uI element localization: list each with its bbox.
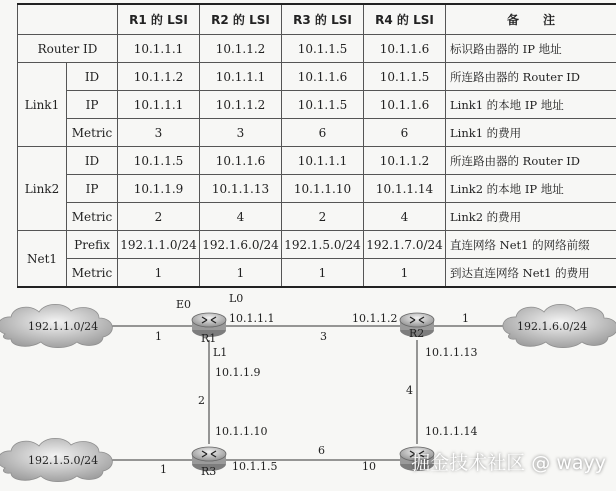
label-r2-left: 10.1.1.2 xyxy=(352,312,398,325)
cell-value: 10.1.1.2 xyxy=(364,147,446,175)
header-r2: R2 的 LSI xyxy=(200,4,282,35)
lsi-table xyxy=(17,3,616,288)
cell-note: Link2 的费用 xyxy=(446,203,616,231)
row-label: Metric xyxy=(67,119,118,147)
cloud-net-192-1-5-0 xyxy=(0,438,112,481)
router-r3 xyxy=(192,447,226,478)
cost-c3-r3: 1 xyxy=(160,463,167,476)
table-row xyxy=(18,231,616,259)
cell-value: 2 xyxy=(118,203,200,231)
row-label: Metric xyxy=(67,259,118,288)
label-l1: L1 xyxy=(213,346,228,359)
cell-value: 192.1.6.0/24 xyxy=(200,231,282,259)
group-label: Net1 xyxy=(18,231,67,288)
cell-value: 1 xyxy=(364,259,446,288)
cell-note: Link1 的费用 xyxy=(446,119,616,147)
cell-note: Link1 的本地 IP 地址 xyxy=(446,91,616,119)
group-label: Link1 xyxy=(18,63,67,147)
cell-value: 10.1.1.5 xyxy=(282,35,364,63)
cell-value: 192.1.7.0/24 xyxy=(364,231,446,259)
cost-r2-c2: 1 xyxy=(462,312,469,325)
router-label: R2 xyxy=(409,327,425,340)
row-label: Router ID xyxy=(18,35,118,63)
cell-value: 1 xyxy=(200,259,282,288)
watermark: 掘金技术社区 @ wayy xyxy=(411,452,606,474)
table-row xyxy=(18,63,616,91)
cloud-label: 192.1.5.0/24 xyxy=(28,454,99,467)
label-r1-bottom: 10.1.1.9 xyxy=(215,366,261,379)
cell-value: 1 xyxy=(282,259,364,288)
row-label: ID xyxy=(67,147,118,175)
header-note: 备 注 xyxy=(446,4,616,35)
cell-value: 4 xyxy=(200,203,282,231)
cell-value: 10.1.1.1 xyxy=(282,147,364,175)
cost-r3-r4: 6 xyxy=(318,444,325,457)
cell-value: 1 xyxy=(118,259,200,288)
row-label: Prefix xyxy=(67,231,118,259)
cell-value: 10.1.1.13 xyxy=(200,175,282,203)
cell-value: 6 xyxy=(282,119,364,147)
cost-r2-r4: 4 xyxy=(406,384,413,397)
cell-value: 10.1.1.6 xyxy=(364,91,446,119)
label-r1-top: 10.1.1.1 xyxy=(229,312,275,325)
router-label: R3 xyxy=(201,465,217,478)
cloud-net-192-1-6-0 xyxy=(503,304,616,347)
table-row xyxy=(18,147,616,175)
cell-value: 10.1.1.2 xyxy=(118,63,200,91)
cell-value: 192.1.5.0/24 xyxy=(282,231,364,259)
router-r2 xyxy=(400,313,434,340)
cell-value: 3 xyxy=(200,119,282,147)
header-r1: R1 的 LSI xyxy=(118,4,200,35)
table-row xyxy=(18,35,616,63)
header-r4: R4 的 LSI xyxy=(364,4,446,35)
label-r4-left: 10 xyxy=(362,460,376,473)
cell-value: 10.1.1.1 xyxy=(200,63,282,91)
header-blank xyxy=(18,4,118,35)
cell-value: 10.1.1.6 xyxy=(200,147,282,175)
row-label: ID xyxy=(67,63,118,91)
cell-note: 到达直连网络 Net1 的费用 xyxy=(446,259,616,288)
row-label: Metric xyxy=(67,203,118,231)
cloud-label: 192.1.1.0/24 xyxy=(28,320,99,333)
cell-value: 10.1.1.1 xyxy=(118,35,200,63)
table-row xyxy=(18,203,616,231)
cell-value: 10.1.1.14 xyxy=(364,175,446,203)
label-r3-right: 10.1.1.5 xyxy=(232,460,278,473)
cell-value: 2 xyxy=(282,203,364,231)
label-r4-top: 10.1.1.14 xyxy=(425,425,478,438)
cloud-label: 192.1.6.0/24 xyxy=(517,320,588,333)
cell-value: 10.1.1.9 xyxy=(118,175,200,203)
cell-value: 10.1.1.2 xyxy=(200,35,282,63)
cell-value: 10.1.1.10 xyxy=(282,175,364,203)
table-row xyxy=(18,259,616,288)
router-label: R1 xyxy=(201,332,217,345)
cell-value: 10.1.1.5 xyxy=(364,63,446,91)
cell-value: 10.1.1.5 xyxy=(118,147,200,175)
table-row xyxy=(18,91,616,119)
header-r3: R3 的 LSI xyxy=(282,4,364,35)
cell-value: 10.1.1.1 xyxy=(118,91,200,119)
label-r2-bottom: 10.1.1.13 xyxy=(425,346,478,359)
cell-value: 10.1.1.6 xyxy=(364,35,446,63)
table-header-row xyxy=(18,4,616,35)
label-l0: L0 xyxy=(229,292,244,305)
cost-c1-r1: 1 xyxy=(155,330,162,343)
label-r3-top: 10.1.1.10 xyxy=(215,425,268,438)
cell-note: 所连路由器的 Router ID xyxy=(446,63,616,91)
cell-note: 所连路由器的 Router ID xyxy=(446,147,616,175)
row-label: IP xyxy=(67,91,118,119)
cell-value: 10.1.1.2 xyxy=(200,91,282,119)
row-label: IP xyxy=(67,175,118,203)
cell-value: 6 xyxy=(364,119,446,147)
table-row xyxy=(18,175,616,203)
cell-value: 4 xyxy=(364,203,446,231)
cell-value: 192.1.1.0/24 xyxy=(118,231,200,259)
cell-value: 3 xyxy=(118,119,200,147)
table-row xyxy=(18,119,616,147)
cell-value: 10.1.1.5 xyxy=(282,91,364,119)
cloud-net-192-1-1-0 xyxy=(0,304,112,347)
cell-note: 直连网络 Net1 的网络前缀 xyxy=(446,231,616,259)
router-r1 xyxy=(192,313,226,345)
cell-note: 标识路由器的 IP 地址 xyxy=(446,35,616,63)
group-label: Link2 xyxy=(18,147,67,231)
cell-value: 10.1.1.6 xyxy=(282,63,364,91)
cost-r1-r2: 3 xyxy=(320,330,327,343)
label-e0: E0 xyxy=(176,298,192,311)
cell-note: Link2 的本地 IP 地址 xyxy=(446,175,616,203)
cost-r1-r3: 2 xyxy=(198,394,205,407)
